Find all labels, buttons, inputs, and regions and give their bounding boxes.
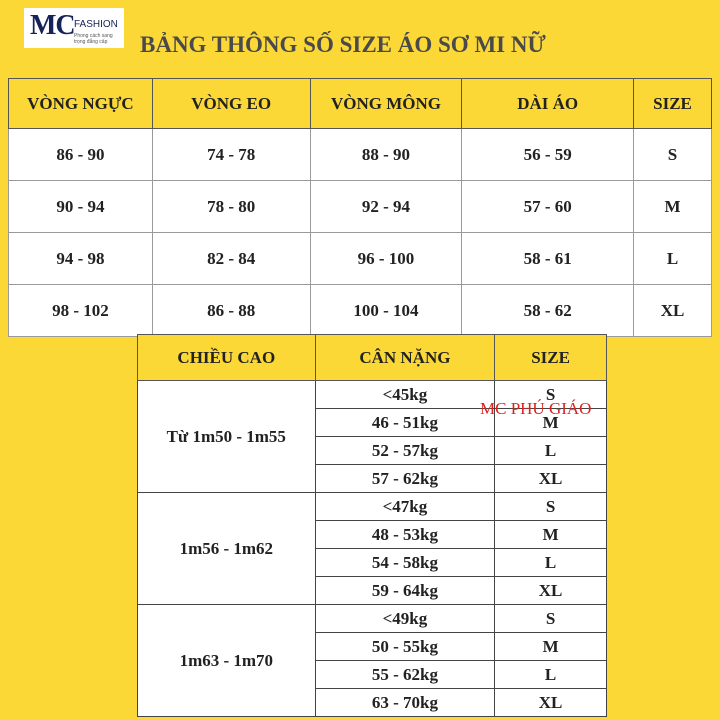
weight-cell: 52 - 57kg [315,437,495,465]
table-cell: M [634,181,712,233]
table-cell: 58 - 62 [462,285,634,337]
shop-watermark: MC PHÚ GIÁO [480,399,592,418]
size-cell: XL [495,577,607,605]
table-row [9,285,712,337]
logo-sub: FASHION [74,19,118,30]
header-cell: CÂN NẶNG [315,335,495,381]
table-cell: S [634,129,712,181]
height-cell: 1m56 - 1m62 [138,493,316,605]
table-cell: L [634,233,712,285]
table-cell: 86 - 90 [9,129,153,181]
weight-cell: 50 - 55kg [315,633,495,661]
size-cell: M [495,521,607,549]
table-cell: 78 - 80 [152,181,310,233]
header-cell: VÒNG MÔNG [310,79,462,129]
header-cell: VÒNG NGỰC [9,79,153,129]
weight-cell: 59 - 64kg [315,577,495,605]
header-cell: SIZE [495,335,607,381]
size-cell: S [495,493,607,521]
table-row [138,605,607,633]
size-cell: L [495,661,607,689]
height-weight-table [137,334,607,717]
page-title: BẢNG THÔNG SỐ SIZE ÁO SƠ MI NỮ [140,32,546,57]
size-cell: M [495,409,607,437]
table-row [9,129,712,181]
header-cell: SIZE [634,79,712,129]
weight-cell: 48 - 53kg [315,521,495,549]
size-cell: XL [495,465,607,493]
table-cell: 100 - 104 [310,285,462,337]
height-cell: 1m63 - 1m70 [138,605,316,717]
table-cell: 94 - 98 [9,233,153,285]
table-cell: 88 - 90 [310,129,462,181]
table-cell: XL [634,285,712,337]
table-cell: 57 - 60 [462,181,634,233]
weight-cell: 55 - 62kg [315,661,495,689]
header-cell: CHIỀU CAO [138,335,316,381]
weight-cell: 57 - 62kg [315,465,495,493]
weight-cell: 63 - 70kg [315,689,495,717]
logo-brand: MC [30,10,75,41]
table-row [9,233,712,285]
height-weight-header-row [138,335,607,381]
weight-cell: <45kg [315,381,495,409]
table-cell: 90 - 94 [9,181,153,233]
size-cell: XL [495,689,607,717]
brand-logo [24,8,124,48]
table-cell: 86 - 88 [152,285,310,337]
header-cell: DÀI ÁO [462,79,634,129]
table-row [9,181,712,233]
table-row [138,493,607,521]
table-cell: 98 - 102 [9,285,153,337]
size-cell: S [495,381,607,409]
measurement-table [8,78,712,337]
table-cell: 58 - 61 [462,233,634,285]
height-cell: Từ 1m50 - 1m55 [138,381,316,493]
table-cell: 92 - 94 [310,181,462,233]
weight-cell: 46 - 51kg [315,409,495,437]
logo-tagline: Phong cách sang trọng đẳng cấp [74,33,113,45]
table-cell: 96 - 100 [310,233,462,285]
header-cell: VÒNG EO [152,79,310,129]
size-cell: L [495,549,607,577]
size-cell: M [495,633,607,661]
weight-cell: <47kg [315,493,495,521]
measurement-header-row [9,79,712,129]
weight-cell: 54 - 58kg [315,549,495,577]
table-cell: 82 - 84 [152,233,310,285]
size-cell: L [495,437,607,465]
weight-cell: <49kg [315,605,495,633]
table-cell: 74 - 78 [152,129,310,181]
size-cell: S [495,605,607,633]
table-cell: 56 - 59 [462,129,634,181]
